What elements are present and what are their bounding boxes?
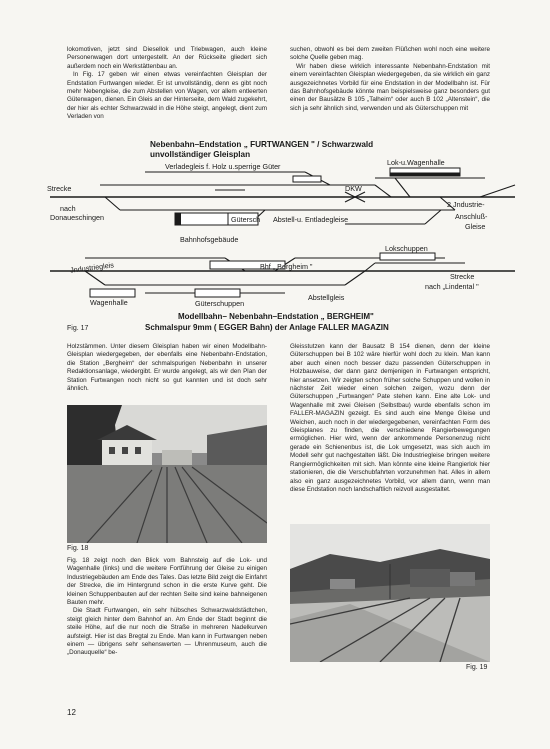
label-nach-lindental: nach „Lindental " (425, 282, 479, 291)
paragraph: Holzstämmen. Unter diesem Gleisplan haben wir einen Modellbahn-Gleisplan wiedergegeben, der ebenfalls eine Nebenbahn-Endstation, die Station „Bergheim“ der schmalspurigen Nebenbahn in unserer Redaktionsanlage, wiedergibt. Er wurde angelegt, als wir den Plan der Station Furtwangen noch nicht so gut kannten und ist doch sehr ähnlich. (67, 343, 267, 393)
text-top-left (67, 46, 267, 122)
plan2-subtitle: Schmalspur 9mm ( EGGER Bahn) der Anlage FALLER MAGAZIN (145, 323, 389, 332)
text-right-column (290, 343, 490, 494)
text-top-right (290, 46, 490, 113)
plan2-title: Modellbahn– Nebenbahn–Endstation „ BERGHEIM" (178, 312, 374, 321)
page-number: 12 (67, 708, 76, 717)
label-lokschuppen: Lokschuppen (385, 244, 428, 253)
label-industriegleis: Jndustriegleis (69, 260, 115, 275)
fig17-track-plans (45, 140, 520, 340)
paragraph: In Fig. 17 geben wir einen etwas vereinfachten Gleisplan der Endstation Furtwangen wieder. Er ist unvollständig, denn es gibt noch mehr Nebengleise, die zum Abstellen von Wagen, vor allem entleerten Güterwagen, dienen. Ein Gleis an der Hinterseite, dem Wald zugekehrt, der hier als echter Schwarzwald in die Höhe steigt, angelegt, dient zum Verladen von (67, 71, 267, 121)
fig19-caption: Fig. 19 (466, 664, 488, 671)
paragraph: suchen, obwohl es bei dem zweiten Flüßchen wohl noch eine weitere solche Quelle geben mag. (290, 46, 490, 62)
paragraph: Wir haben diese wirklich interessante Nebenbahn-Endstation mit einem vereinfachten Gleisplan wiedergegeben, da sie wirklich ein ganz ausgezeichnetes Vorbild für eine Endstation in der Modellbahn ist. Für das Bahnhofsgebäude könnte man beispielsweise ganz besonders gut einen der Bausätze B 105 „Talheim“ oder auch B 102 „Altenstein“, die sich ja sehr ähnlich sind, verwenden und als Güterschuppen mit (290, 62, 490, 112)
station-entry-photo-image (290, 524, 490, 662)
label-donaueschingen: Donaueschingen (50, 213, 104, 222)
station-photo-image (67, 405, 267, 543)
plan1-subtitle: unvollständiger Gleisplan (150, 150, 251, 159)
paragraph: lokomotiven, jetzt sind Diesellok und Triebwagen, auch kleine Personenwagen dort untergestellt. An der Rückseite gliedert sich außerdem noch ein Werkstättenbau an. (67, 46, 267, 70)
label-dkw: DKW (345, 184, 362, 193)
fig18-photo (67, 405, 267, 543)
label-gleise: Gleise (465, 222, 486, 231)
label-industrie: 2 Jndustrie- (447, 200, 485, 209)
label-bahnhofsgebaeude: Bahnhofsgebäude (180, 235, 239, 244)
label-strecke-2: Strecke (450, 272, 475, 281)
label-gueterschuppen: Gütersch (231, 215, 261, 224)
label-strecke: Strecke (47, 184, 72, 193)
plan1-title: Nebenbahn–Endstation „ FURTWANGEN " / Schwarzwald (150, 140, 374, 149)
label-abstellgleis: Abstellgleis (308, 293, 345, 302)
label-bhf-bergheim: Bhf „ Bergheim " (260, 262, 313, 271)
track-plan-drawing (45, 140, 520, 340)
fig19-photo (290, 524, 490, 662)
fig18-caption: Fig. 18 (67, 545, 89, 552)
fig17-caption: Fig. 17 (67, 325, 89, 332)
label-lok-wagenhalle: Lok-u.Wagenhalle (387, 158, 445, 167)
paragraph: Fig. 18 zeigt noch den Blick vom Bahnsteig auf die Lok- und Wagenhalle (links) und die weitere Fortführung der Gleise zu einigen Industriegebäuden am Ende des Tales. Das letzte Bild zeigt die Einfahrt der Strecke, die im Hintergrund schon in die erste Kurve geht. Die kleinen Schuppenbauten auf der rechten Seite sind keine bahneigenen Bauten mehr. (67, 557, 267, 607)
paragraph: Gleisstutzen kann der Bausatz B 154 dienen, denn der kleine Güterschuppen bei B 102 wäre hierfür wohl doch zu klein. Man kann aber auch einen noch besser dazu passenden Güterschuppen in Holzbauweise, der dann ganz demjenigen in Furtwangen entspricht, hier ansetzen. Wir zeigten schon früher solche Schuppen und wollen in nächster Zeit wieder einen solchen zeigen, wozu denn der Güterschuppen „Furtwangen“ Pate stehen kann. Eine alte Lok- und Wagenhalle mit zwei Gleisen (Selbstbau) wurde ebenfalls schon im FALLER-MAGAZIN gezeigt. Es sind auch eine Menge Gleise und Weichen, auch noch in der wiedergegebenen, vereinfachten Form des Gleisplanes zu finden, die verschiedene Rangierbewegungen ermöglichen. Hier wird, wenn der ankommende Personenzug nicht gerade ein Schienenbus ist, die Lok umgesetzt, was sich auch im Modell sehr gut nachgestalten läßt. Die Industriegleise bringen weitere Rangiermöglichkeiten mit sich. Man könnte eine kleine Rangierlok hier stationieren, die die Verschubfahrten vorzunehmen hat. Alles in allem also ein ganz ausgezeichnetes Vorbild, vor allem dann, wenn man diese Endstation noch landschaftlich reizvoll ausgestaltet. (290, 343, 490, 493)
text-mid-left (67, 343, 267, 393)
label-anschluss: Anschluß- (455, 212, 488, 221)
label-nach: nach (60, 204, 76, 213)
label-abstellgleise: Abstell-u. Entladegleise (273, 215, 349, 224)
paragraph: Die Stadt Furtwangen, ein sehr hübsches Schwarzwaldstädtchen, steigt gleich hinter dem Bahnhof an. Am Ende der Stadt beginnt die steile Höhe, auf die nur noch die Straße in mehreren Nadelkurven aufsteigt. Hier ist das Bregtal zu Ende. Man kann in Furtwangen neben einem — übrigens sehr sehenswerten — Uhrenmuseum, auch die „Donauquelle“ be- (67, 607, 267, 657)
label-verladegleis: Verladegleis f. Holz u.sperrige Güter (165, 162, 281, 171)
label-wagenhalle: Wagenhalle (90, 298, 128, 307)
label-gueterschuppen-2: Güterschuppen (195, 299, 245, 308)
text-bottom-left (67, 557, 267, 658)
